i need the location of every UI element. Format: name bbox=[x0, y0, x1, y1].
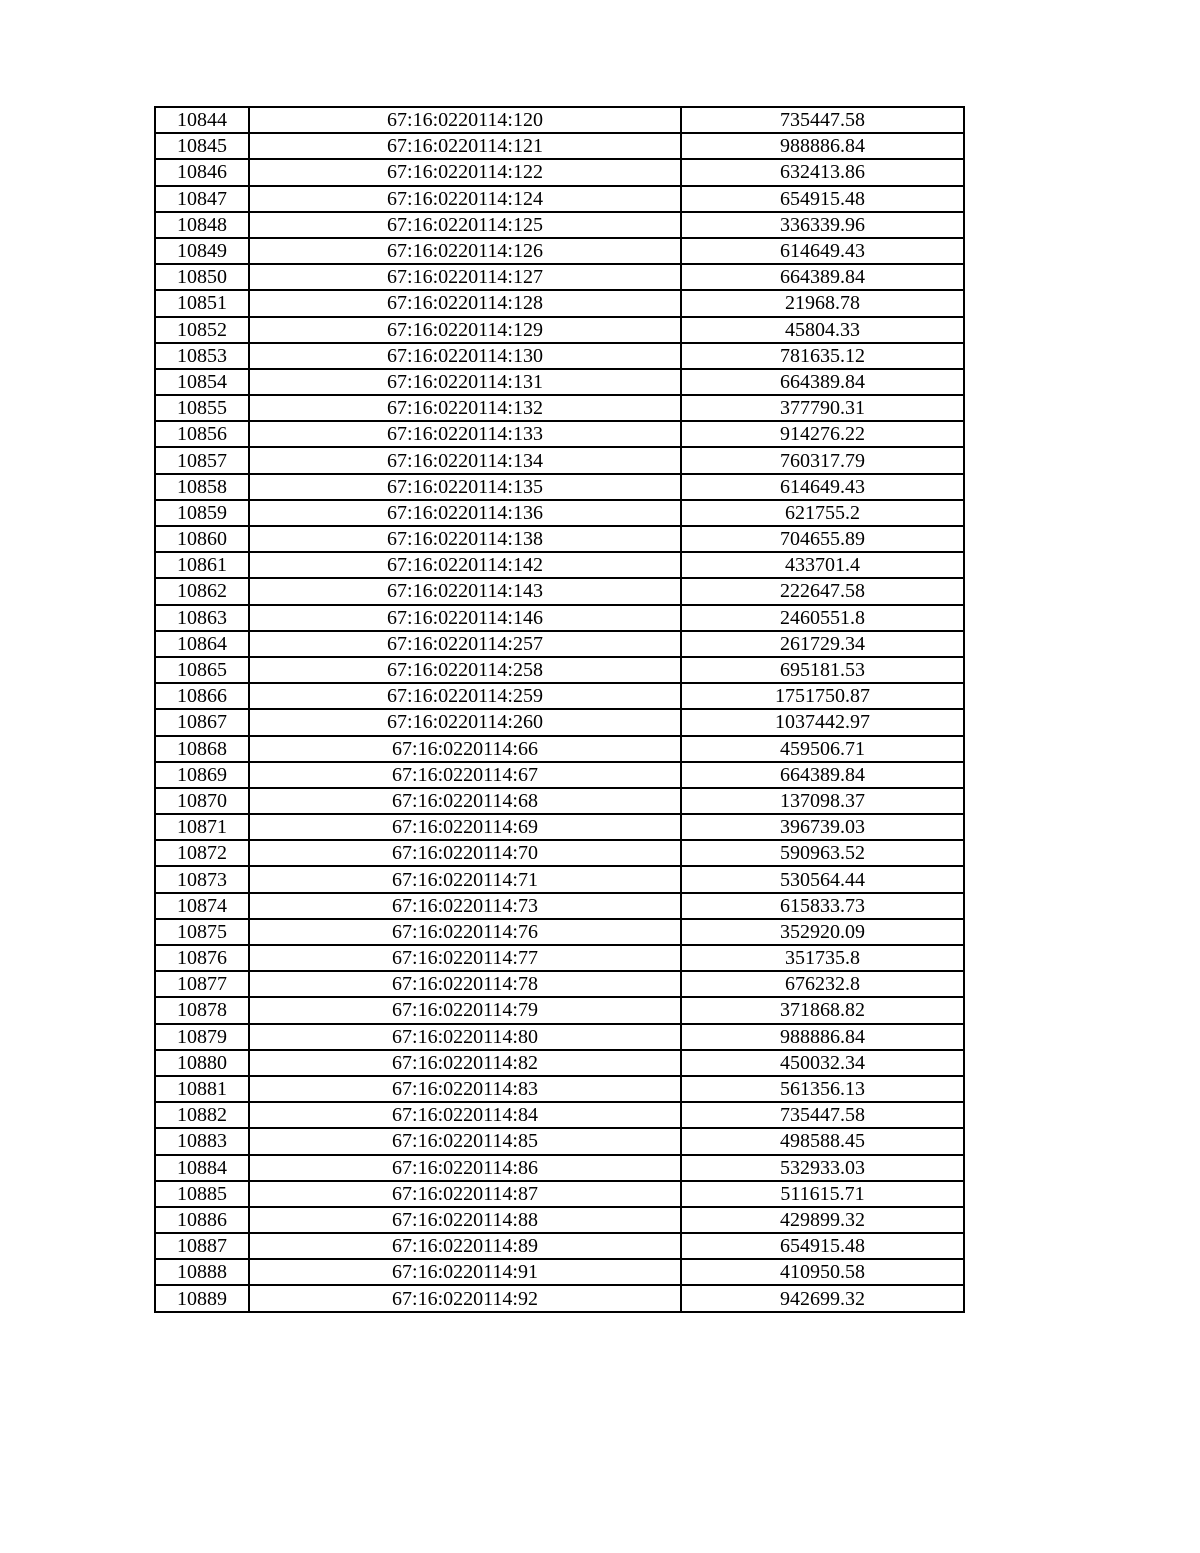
row-number-cell: 10850 bbox=[155, 264, 249, 290]
table-row bbox=[155, 526, 964, 552]
row-number-cell: 10872 bbox=[155, 840, 249, 866]
table-row bbox=[155, 133, 964, 159]
row-number-cell: 10867 bbox=[155, 709, 249, 735]
row-number-cell: 10880 bbox=[155, 1050, 249, 1076]
table-row bbox=[155, 343, 964, 369]
row-number-cell: 10845 bbox=[155, 133, 249, 159]
row-number-cell: 10846 bbox=[155, 159, 249, 185]
cadastral-number-cell: 67:16:0220114:85 bbox=[249, 1128, 681, 1154]
value-cell: 336339.96 bbox=[681, 212, 964, 238]
table-row bbox=[155, 290, 964, 316]
value-cell: 914276.22 bbox=[681, 421, 964, 447]
cadastral-number-cell: 67:16:0220114:70 bbox=[249, 840, 681, 866]
cadastral-number-cell: 67:16:0220114:146 bbox=[249, 605, 681, 631]
cadastral-number-cell: 67:16:0220114:130 bbox=[249, 343, 681, 369]
cadastral-number-cell: 67:16:0220114:67 bbox=[249, 762, 681, 788]
cadastral-number-cell: 67:16:0220114:68 bbox=[249, 788, 681, 814]
cadastral-number-cell: 67:16:0220114:77 bbox=[249, 945, 681, 971]
table-row bbox=[155, 1181, 964, 1207]
value-cell: 988886.84 bbox=[681, 133, 964, 159]
cadastral-number-cell: 67:16:0220114:80 bbox=[249, 1024, 681, 1050]
cadastral-number-cell: 67:16:0220114:128 bbox=[249, 290, 681, 316]
cadastral-number-cell: 67:16:0220114:129 bbox=[249, 317, 681, 343]
row-number-cell: 10881 bbox=[155, 1076, 249, 1102]
cadastral-number-cell: 67:16:0220114:259 bbox=[249, 683, 681, 709]
row-number-cell: 10860 bbox=[155, 526, 249, 552]
table-row bbox=[155, 1024, 964, 1050]
table-row bbox=[155, 1102, 964, 1128]
table-row bbox=[155, 552, 964, 578]
cadastral-number-cell: 67:16:0220114:82 bbox=[249, 1050, 681, 1076]
row-number-cell: 10854 bbox=[155, 369, 249, 395]
cadastral-number-cell: 67:16:0220114:121 bbox=[249, 133, 681, 159]
table-row bbox=[155, 395, 964, 421]
table-row bbox=[155, 474, 964, 500]
value-cell: 664389.84 bbox=[681, 369, 964, 395]
cadastral-number-cell: 67:16:0220114:124 bbox=[249, 186, 681, 212]
row-number-cell: 10866 bbox=[155, 683, 249, 709]
cadastral-number-cell: 67:16:0220114:120 bbox=[249, 107, 681, 133]
cadastral-number-cell: 67:16:0220114:260 bbox=[249, 709, 681, 735]
cadastral-number-cell: 67:16:0220114:78 bbox=[249, 971, 681, 997]
value-cell: 410950.58 bbox=[681, 1259, 964, 1285]
table-row bbox=[155, 709, 964, 735]
row-number-cell: 10889 bbox=[155, 1285, 249, 1311]
table-row bbox=[155, 814, 964, 840]
row-number-cell: 10857 bbox=[155, 447, 249, 473]
row-number-cell: 10858 bbox=[155, 474, 249, 500]
value-cell: 614649.43 bbox=[681, 474, 964, 500]
cadastral-number-cell: 67:16:0220114:143 bbox=[249, 578, 681, 604]
row-number-cell: 10877 bbox=[155, 971, 249, 997]
row-number-cell: 10870 bbox=[155, 788, 249, 814]
row-number-cell: 10861 bbox=[155, 552, 249, 578]
value-cell: 352920.09 bbox=[681, 919, 964, 945]
value-cell: 1037442.97 bbox=[681, 709, 964, 735]
value-cell: 781635.12 bbox=[681, 343, 964, 369]
table-row bbox=[155, 893, 964, 919]
value-cell: 459506.71 bbox=[681, 736, 964, 762]
value-cell: 632413.86 bbox=[681, 159, 964, 185]
row-number-cell: 10849 bbox=[155, 238, 249, 264]
row-number-cell: 10851 bbox=[155, 290, 249, 316]
value-cell: 704655.89 bbox=[681, 526, 964, 552]
table-body bbox=[155, 107, 964, 1312]
value-cell: 654915.48 bbox=[681, 186, 964, 212]
cadastral-number-cell: 67:16:0220114:258 bbox=[249, 657, 681, 683]
row-number-cell: 10885 bbox=[155, 1181, 249, 1207]
table-row bbox=[155, 264, 964, 290]
value-cell: 561356.13 bbox=[681, 1076, 964, 1102]
table-row bbox=[155, 788, 964, 814]
table-row bbox=[155, 1050, 964, 1076]
value-cell: 351735.8 bbox=[681, 945, 964, 971]
table-row bbox=[155, 107, 964, 133]
value-cell: 21968.78 bbox=[681, 290, 964, 316]
value-cell: 396739.03 bbox=[681, 814, 964, 840]
table-row bbox=[155, 500, 964, 526]
value-cell: 371868.82 bbox=[681, 997, 964, 1023]
value-cell: 664389.84 bbox=[681, 762, 964, 788]
table-row bbox=[155, 945, 964, 971]
value-cell: 615833.73 bbox=[681, 893, 964, 919]
table-row bbox=[155, 159, 964, 185]
value-cell: 614649.43 bbox=[681, 238, 964, 264]
value-cell: 590963.52 bbox=[681, 840, 964, 866]
value-cell: 676232.8 bbox=[681, 971, 964, 997]
cadastral-number-cell: 67:16:0220114:131 bbox=[249, 369, 681, 395]
table-row bbox=[155, 919, 964, 945]
value-cell: 429899.32 bbox=[681, 1207, 964, 1233]
cadastral-number-cell: 67:16:0220114:84 bbox=[249, 1102, 681, 1128]
row-number-cell: 10856 bbox=[155, 421, 249, 447]
cadastral-number-cell: 67:16:0220114:133 bbox=[249, 421, 681, 447]
table-row bbox=[155, 683, 964, 709]
table-row bbox=[155, 840, 964, 866]
cadastral-number-cell: 67:16:0220114:79 bbox=[249, 997, 681, 1023]
value-cell: 261729.34 bbox=[681, 631, 964, 657]
row-number-cell: 10888 bbox=[155, 1259, 249, 1285]
value-cell: 988886.84 bbox=[681, 1024, 964, 1050]
table-row bbox=[155, 866, 964, 892]
cadastral-number-cell: 67:16:0220114:83 bbox=[249, 1076, 681, 1102]
row-number-cell: 10859 bbox=[155, 500, 249, 526]
cadastral-number-cell: 67:16:0220114:126 bbox=[249, 238, 681, 264]
cadastral-number-cell: 67:16:0220114:257 bbox=[249, 631, 681, 657]
row-number-cell: 10884 bbox=[155, 1155, 249, 1181]
value-cell: 1751750.87 bbox=[681, 683, 964, 709]
value-cell: 433701.4 bbox=[681, 552, 964, 578]
cadastral-number-cell: 67:16:0220114:135 bbox=[249, 474, 681, 500]
cadastral-number-cell: 67:16:0220114:89 bbox=[249, 1233, 681, 1259]
value-cell: 760317.79 bbox=[681, 447, 964, 473]
value-cell: 530564.44 bbox=[681, 866, 964, 892]
row-number-cell: 10864 bbox=[155, 631, 249, 657]
table-row bbox=[155, 1207, 964, 1233]
table-row bbox=[155, 447, 964, 473]
cadastral-number-cell: 67:16:0220114:92 bbox=[249, 1285, 681, 1311]
cadastral-number-cell: 67:16:0220114:87 bbox=[249, 1181, 681, 1207]
value-cell: 45804.33 bbox=[681, 317, 964, 343]
table-row bbox=[155, 212, 964, 238]
table-row bbox=[155, 997, 964, 1023]
row-number-cell: 10869 bbox=[155, 762, 249, 788]
value-cell: 498588.45 bbox=[681, 1128, 964, 1154]
row-number-cell: 10882 bbox=[155, 1102, 249, 1128]
cadastral-number-cell: 67:16:0220114:127 bbox=[249, 264, 681, 290]
row-number-cell: 10855 bbox=[155, 395, 249, 421]
row-number-cell: 10887 bbox=[155, 1233, 249, 1259]
cadastral-number-cell: 67:16:0220114:132 bbox=[249, 395, 681, 421]
cadastral-number-cell: 67:16:0220114:136 bbox=[249, 500, 681, 526]
row-number-cell: 10862 bbox=[155, 578, 249, 604]
row-number-cell: 10873 bbox=[155, 866, 249, 892]
value-cell: 664389.84 bbox=[681, 264, 964, 290]
cadastral-number-cell: 67:16:0220114:134 bbox=[249, 447, 681, 473]
value-cell: 735447.58 bbox=[681, 1102, 964, 1128]
table-row bbox=[155, 1155, 964, 1181]
value-cell: 695181.53 bbox=[681, 657, 964, 683]
table-row bbox=[155, 578, 964, 604]
value-cell: 654915.48 bbox=[681, 1233, 964, 1259]
row-number-cell: 10875 bbox=[155, 919, 249, 945]
cadastral-number-cell: 67:16:0220114:122 bbox=[249, 159, 681, 185]
cadastral-number-cell: 67:16:0220114:125 bbox=[249, 212, 681, 238]
cadastral-number-cell: 67:16:0220114:71 bbox=[249, 866, 681, 892]
value-cell: 511615.71 bbox=[681, 1181, 964, 1207]
value-cell: 735447.58 bbox=[681, 107, 964, 133]
row-number-cell: 10883 bbox=[155, 1128, 249, 1154]
row-number-cell: 10865 bbox=[155, 657, 249, 683]
row-number-cell: 10852 bbox=[155, 317, 249, 343]
value-cell: 450032.34 bbox=[681, 1050, 964, 1076]
row-number-cell: 10868 bbox=[155, 736, 249, 762]
table-row bbox=[155, 421, 964, 447]
table-row bbox=[155, 1076, 964, 1102]
value-cell: 377790.31 bbox=[681, 395, 964, 421]
row-number-cell: 10879 bbox=[155, 1024, 249, 1050]
table-row bbox=[155, 1128, 964, 1154]
value-cell: 222647.58 bbox=[681, 578, 964, 604]
row-number-cell: 10886 bbox=[155, 1207, 249, 1233]
value-cell: 137098.37 bbox=[681, 788, 964, 814]
table-row bbox=[155, 238, 964, 264]
table-row bbox=[155, 317, 964, 343]
table-row bbox=[155, 1285, 964, 1311]
cadastral-number-cell: 67:16:0220114:73 bbox=[249, 893, 681, 919]
table-row bbox=[155, 369, 964, 395]
row-number-cell: 10874 bbox=[155, 893, 249, 919]
table-row bbox=[155, 657, 964, 683]
value-cell: 2460551.8 bbox=[681, 605, 964, 631]
table-row bbox=[155, 1259, 964, 1285]
cadastral-value-table bbox=[154, 106, 965, 1313]
value-cell: 942699.32 bbox=[681, 1285, 964, 1311]
row-number-cell: 10878 bbox=[155, 997, 249, 1023]
table-row bbox=[155, 1233, 964, 1259]
table-row bbox=[155, 605, 964, 631]
cadastral-number-cell: 67:16:0220114:66 bbox=[249, 736, 681, 762]
cadastral-number-cell: 67:16:0220114:76 bbox=[249, 919, 681, 945]
table-row bbox=[155, 762, 964, 788]
cadastral-number-cell: 67:16:0220114:69 bbox=[249, 814, 681, 840]
table-row bbox=[155, 736, 964, 762]
cadastral-number-cell: 67:16:0220114:142 bbox=[249, 552, 681, 578]
cadastral-number-cell: 67:16:0220114:86 bbox=[249, 1155, 681, 1181]
row-number-cell: 10848 bbox=[155, 212, 249, 238]
cadastral-number-cell: 67:16:0220114:91 bbox=[249, 1259, 681, 1285]
row-number-cell: 10863 bbox=[155, 605, 249, 631]
value-cell: 621755.2 bbox=[681, 500, 964, 526]
row-number-cell: 10876 bbox=[155, 945, 249, 971]
table-row bbox=[155, 631, 964, 657]
value-cell: 532933.03 bbox=[681, 1155, 964, 1181]
row-number-cell: 10853 bbox=[155, 343, 249, 369]
table-row bbox=[155, 186, 964, 212]
cadastral-number-cell: 67:16:0220114:88 bbox=[249, 1207, 681, 1233]
cadastral-number-cell: 67:16:0220114:138 bbox=[249, 526, 681, 552]
row-number-cell: 10844 bbox=[155, 107, 249, 133]
row-number-cell: 10847 bbox=[155, 186, 249, 212]
table-row bbox=[155, 971, 964, 997]
row-number-cell: 10871 bbox=[155, 814, 249, 840]
